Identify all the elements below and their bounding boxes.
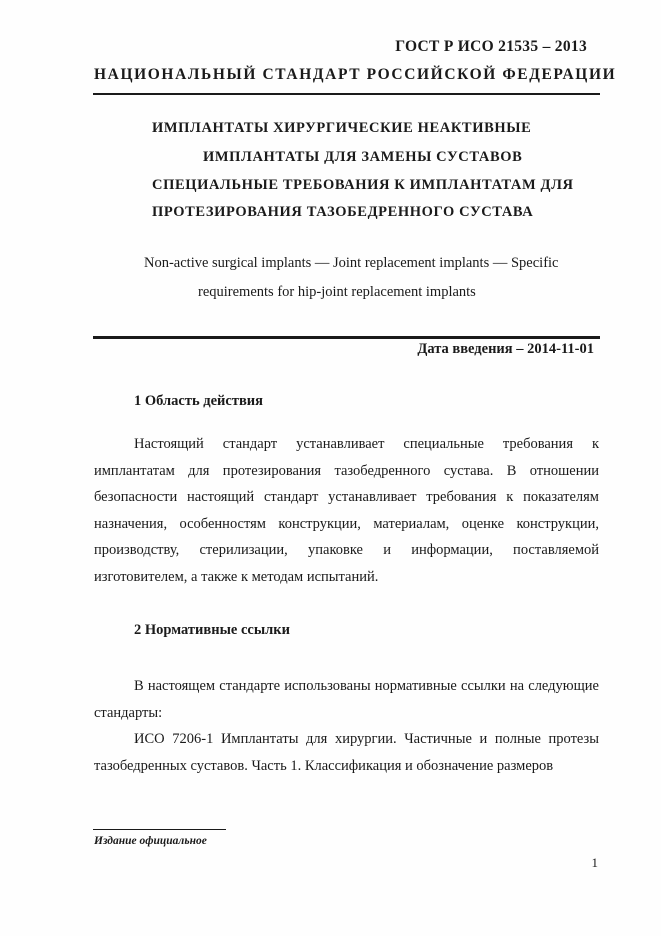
- page-number: 1: [591, 855, 598, 870]
- references-paragraph-iso7206: ИСО 7206-1 Имплантаты для хирургии. Частичные и полные протезы тазобедренных суставов. Часть 1. Классификация и обозначение размеров: [94, 731, 599, 774]
- official-edition-label: Издание официальное: [94, 835, 207, 847]
- standard-code: ГОСТ Р ИСО 21535 – 2013: [395, 38, 587, 55]
- scope-paragraph: Настоящий стандарт устанавливает специальные требования к имплантатам для протезирования тазобедренного сустава. В отношении безопасности настоящий стандарт устанавливает требования к показателям назначения, особенностям конструкции, материалам, оценке конструкции, производству, стерилизации, упаковке и информации, поставляемой изготовителем, а также к методам испытаний.: [94, 436, 599, 585]
- title-ru-line-2: ИМПЛАНТАТЫ ДЛЯ ЗАМЕНЫ СУСТАВОВ: [203, 149, 523, 165]
- section-heading-scope: 1 Область действия: [134, 393, 263, 409]
- top-divider: [93, 93, 600, 95]
- title-en-line-2: requirements for hip-joint replacement implants: [198, 284, 476, 300]
- title-ru-line-4: ПРОТЕЗИРОВАНИЯ ТАЗОБЕДРЕННОГО СУСТАВА: [152, 204, 534, 220]
- title-ru-line-1: ИМПЛАНТАТЫ ХИРУРГИЧЕСКИЕ НЕАКТИВНЫЕ: [152, 120, 532, 136]
- references-paragraph-intro: В настоящем стандарте использованы нормативные ссылки на следующие стандарты:: [94, 678, 599, 721]
- section-heading-references: 2 Нормативные ссылки: [134, 622, 290, 638]
- introduction-date: Дата введения – 2014-11-01: [417, 341, 594, 357]
- title-en-line-1: Non-active surgical implants — Joint replacement implants — Specific: [144, 255, 559, 271]
- title-ru-line-3: СПЕЦИАЛЬНЫЕ ТРЕБОВАНИЯ К ИМПЛАНТАТАМ ДЛЯ: [152, 177, 574, 193]
- title-divider: [93, 336, 600, 339]
- footer-divider: [93, 829, 226, 830]
- national-standard-label: НАЦИОНАЛЬНЫЙ СТАНДАРТ РОССИЙСКОЙ ФЕДЕРАЦИИ: [94, 66, 617, 83]
